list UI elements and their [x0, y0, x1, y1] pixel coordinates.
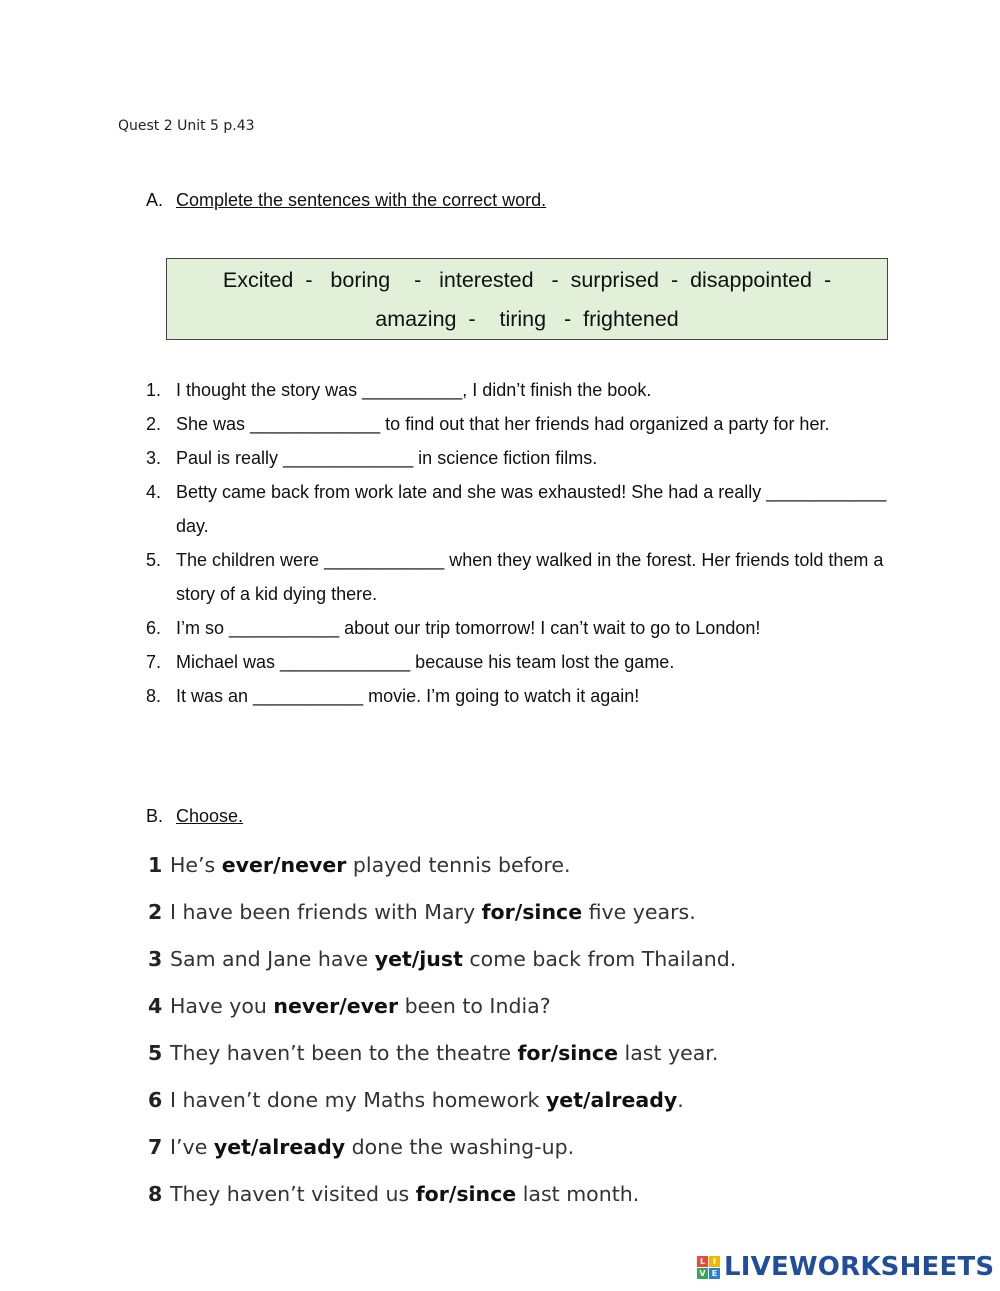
item-text: Sam and Jane have — [170, 947, 375, 971]
item-number: 8 — [148, 1182, 163, 1206]
item-number: 5. — [146, 550, 162, 570]
item-number: 2. — [146, 414, 162, 434]
list-item — [148, 1081, 736, 1128]
item-text: They haven’t visited us — [170, 1182, 416, 1206]
list-item — [148, 846, 736, 893]
word-bank-line-2: amazing - tiring - frightened — [375, 307, 679, 331]
section-b-heading — [146, 806, 243, 827]
choice-options[interactable]: yet/already — [545, 1088, 678, 1112]
item-number: 1 — [148, 853, 163, 877]
list-item — [146, 407, 891, 441]
item-text: . — [677, 1088, 684, 1112]
item-text: five years. — [582, 900, 696, 924]
section-a-letter: A. — [146, 190, 164, 210]
liveworksheets-logo-icon — [697, 1256, 720, 1279]
word-bank-line-1: Excited - boring - interested - surprised - disappointed - — [222, 268, 832, 292]
item-number: 6 — [148, 1088, 163, 1112]
item-text: been to India? — [398, 994, 551, 1018]
item-text: I haven’t done my Maths homework — [170, 1088, 546, 1112]
item-text: done the washing-up. — [345, 1135, 575, 1159]
item-text: I thought the story was __________, I didn’t finish the book. — [176, 380, 652, 400]
item-text: She was _____________ to find out that her friends had organized a party for her. — [176, 414, 830, 434]
item-text: Betty came back from work late and she was exhausted! She had a really ____________ day. — [176, 482, 887, 536]
section-a-heading — [146, 190, 546, 211]
item-text: It was an ___________ movie. I’m going to watch it again! — [176, 686, 640, 706]
choice-options[interactable]: never/ever — [273, 994, 399, 1018]
choice-options[interactable]: yet/already — [213, 1135, 346, 1159]
list-item — [148, 987, 736, 1034]
list-item — [148, 940, 736, 987]
item-text: played tennis before. — [346, 853, 571, 877]
word-bank — [166, 258, 888, 340]
choice-options[interactable]: ever/never — [221, 853, 347, 877]
list-item — [146, 645, 891, 679]
item-number: 5 — [148, 1041, 163, 1065]
item-text: last month. — [516, 1182, 640, 1206]
section-a-list — [146, 373, 891, 713]
item-number: 3. — [146, 448, 162, 468]
item-number: 4 — [148, 994, 163, 1018]
section-b-list — [148, 846, 736, 1222]
list-item — [146, 373, 891, 407]
list-item — [148, 1175, 736, 1222]
item-number: 3 — [148, 947, 163, 971]
item-text: They haven’t been to the theatre — [170, 1041, 518, 1065]
item-number: 4. — [146, 482, 162, 502]
page-header: Quest 2 Unit 5 p.43 — [118, 118, 255, 134]
list-item — [148, 1128, 736, 1175]
section-b-instruction: Choose. — [176, 806, 244, 826]
list-item — [146, 611, 891, 645]
logo-tile: L — [697, 1256, 708, 1267]
choice-options[interactable]: for/since — [481, 900, 583, 924]
logo-tile: V — [697, 1268, 708, 1279]
liveworksheets-logo[interactable] — [697, 1252, 994, 1282]
logo-tile: E — [709, 1268, 720, 1279]
list-item — [146, 475, 891, 543]
item-text: Michael was _____________ because his team lost the game. — [176, 652, 675, 672]
item-number: 6. — [146, 618, 162, 638]
section-b-letter: B. — [146, 806, 164, 826]
item-number: 7 — [148, 1135, 163, 1159]
list-item — [146, 441, 891, 475]
item-text: He’s — [170, 853, 222, 877]
list-item — [146, 543, 891, 611]
item-text: come back from Thailand. — [462, 947, 737, 971]
choice-options[interactable]: yet/just — [374, 947, 463, 971]
choice-options[interactable]: for/since — [415, 1182, 517, 1206]
section-a-instruction: Complete the sentences with the correct word. — [176, 190, 547, 210]
item-number: 8. — [146, 686, 162, 706]
item-text: The children were ____________ when they walked in the forest. Her friends told them a story of a kid dying there. — [176, 550, 884, 604]
item-number: 2 — [148, 900, 163, 924]
item-text: Have you — [170, 994, 274, 1018]
list-item — [148, 893, 736, 940]
item-text: Paul is really _____________ in science fiction films. — [176, 448, 598, 468]
item-number: 1. — [146, 380, 162, 400]
liveworksheets-logo-text: LIVEWORKSHEETS — [724, 1252, 995, 1282]
list-item — [146, 679, 891, 713]
item-text: I have been friends with Mary — [170, 900, 482, 924]
choice-options[interactable]: for/since — [517, 1041, 618, 1065]
item-text: I’m so ___________ about our trip tomorrow! I can’t wait to go to London! — [176, 618, 761, 638]
logo-tile: I — [709, 1256, 720, 1267]
item-text: last year. — [617, 1041, 719, 1065]
item-text: I’ve — [170, 1135, 214, 1159]
list-item — [148, 1034, 736, 1081]
item-number: 7. — [146, 652, 162, 672]
